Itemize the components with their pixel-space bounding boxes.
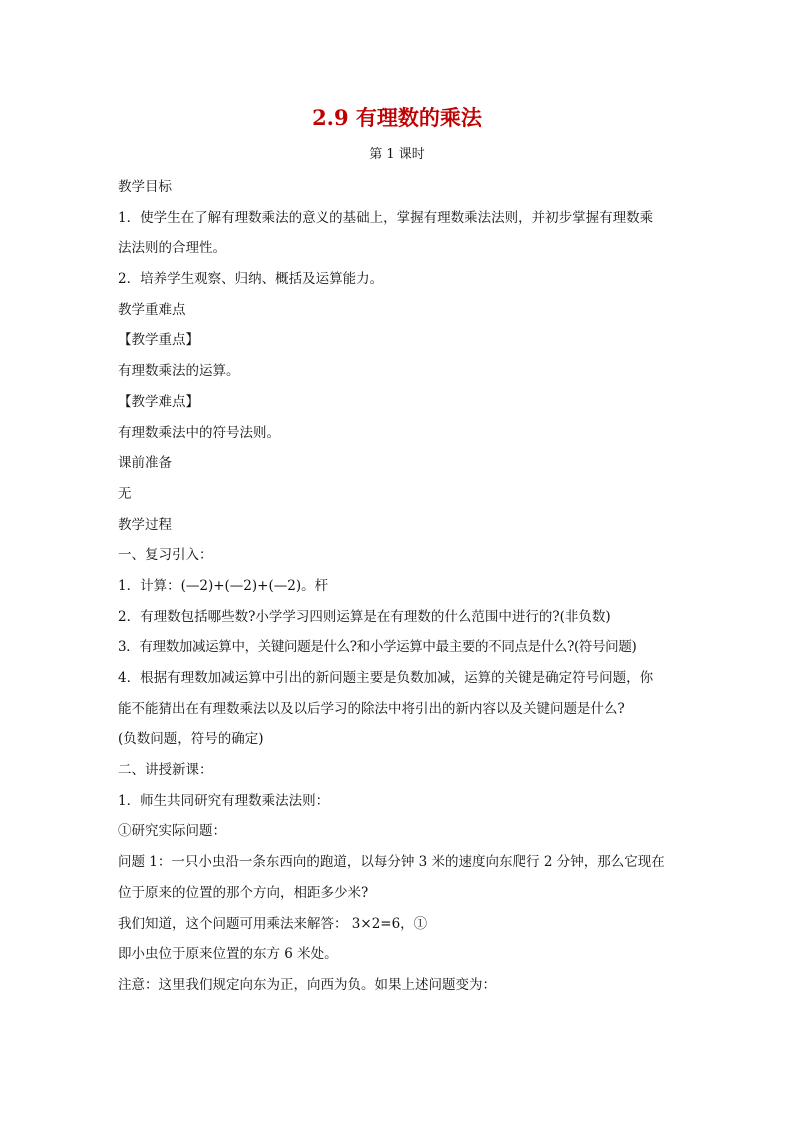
- practical-problem-heading: ①研究实际问题：: [118, 823, 226, 840]
- review-item-4-answer: (负数问题，符号的确定): [118, 731, 264, 748]
- difficulty-heading: 【教学难点】: [118, 393, 199, 410]
- review-item-4-line-1: 4．根据有理数加减运算中引出的新问题主要是负数加减，运算的关键是确定符号问题，你: [118, 670, 654, 686]
- problem-1-conclusion: 即小虫位于原来位置的东方 6 米处。: [118, 946, 338, 963]
- document-body: [118, 176, 678, 1005]
- part-1-heading: 一、复习引入：: [118, 547, 213, 564]
- problem-1-solution: 我们知道，这个问题可用乘法来解答： 3×2=6，①: [118, 915, 428, 932]
- key-point-heading: 【教学重点】: [118, 332, 199, 349]
- key-point-text: 有理数乘法的运算。: [118, 363, 240, 380]
- section-heading-process: 教学过程: [118, 516, 172, 533]
- part-2-heading: 二、讲授新课：: [118, 762, 213, 779]
- section-heading-objectives: 教学目标: [118, 179, 172, 195]
- objective-2: 2．培养学生观察、归纳、概括及运算能力。: [118, 271, 384, 288]
- objective-1-line-2: 法法则的合理性。: [118, 240, 226, 257]
- review-item-2: 2．有理数包括哪些数?小学学习四则运算是在有理数的什么范围中进行的?(非负数): [118, 608, 611, 625]
- lesson-subtitle: 第 1 课时: [369, 147, 425, 162]
- preparation-text: 无: [118, 485, 132, 502]
- review-item-1: 1．计算：(—2)+(—2)+(—2)。杆: [118, 577, 329, 594]
- review-item-4-line-2: 能不能猜出在有理数乘法以及以后学习的除法中将引出的新内容以及关键问题是什么?: [118, 700, 625, 717]
- new-lesson-item-1: 1．师生共同研究有理数乘法法则：: [118, 792, 330, 809]
- difficulty-text: 有理数乘法中的符号法则。: [118, 424, 280, 441]
- direction-note: 注意：这里我们规定向东为正，向西为负。如果上述问题变为：: [118, 976, 496, 993]
- section-heading-key-points: 教学重难点: [118, 301, 186, 318]
- section-heading-preparation: 课前准备: [118, 455, 172, 472]
- review-item-3: 3．有理数加减运算中，关键问题是什么?和小学运算中最主要的不同点是什么?(符号问题): [118, 639, 637, 656]
- document-title: 2.9 有理数的乘法: [312, 105, 482, 130]
- problem-1-line-2: 位于原来的位置的那个方向，相距多少米?: [118, 884, 369, 901]
- objective-1-line-1: 1．使学生在了解有理数乘法的意义的基础上，掌握有理数乘法法则，并初步掌握有理数乘: [118, 209, 654, 226]
- problem-1-line-1: 问题 1：一只小虫沿一条东西向的跑道，以每分钟 3 米的速度向东爬行 2 分钟，那么它现在: [118, 854, 665, 871]
